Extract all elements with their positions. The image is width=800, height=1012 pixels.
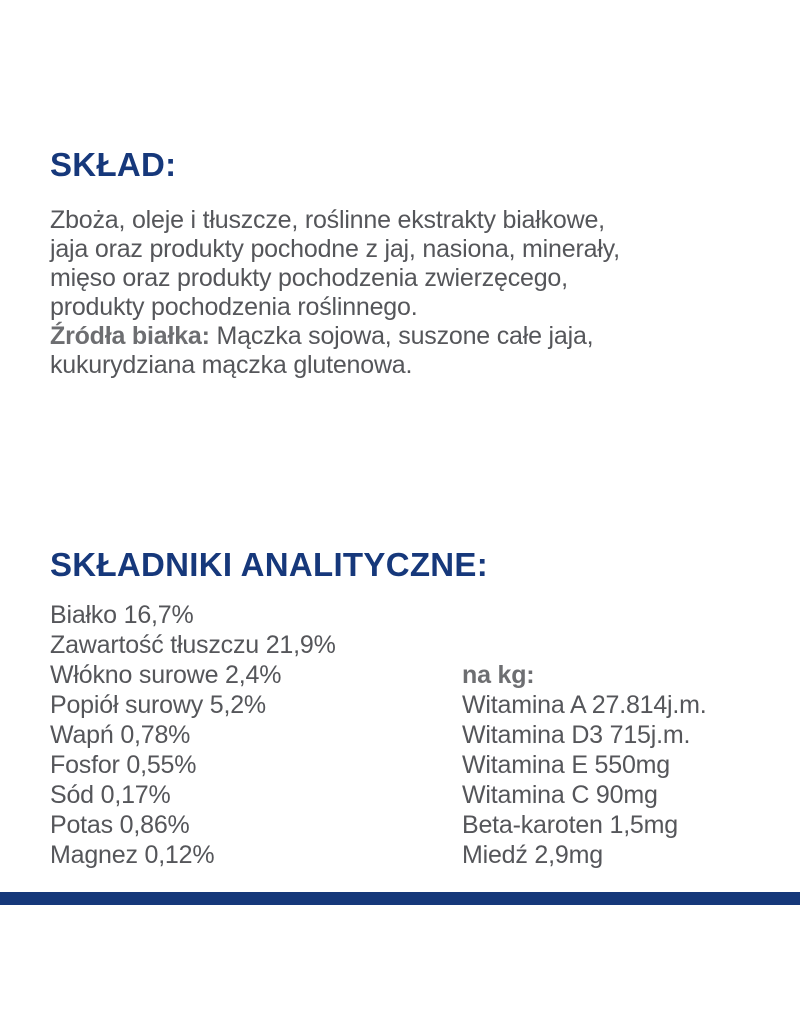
composition-line: Zboża, oleje i tłuszcze, roślinne ekstrakty białkowe,: [50, 206, 605, 234]
composition-line: produkty pochodzenia roślinnego.: [50, 293, 418, 321]
analytical-item: Zawartość tłuszczu 21,9%: [50, 631, 336, 659]
per-kg-label: na kg:: [462, 661, 535, 689]
analytical-item: Potas 0,86%: [50, 811, 190, 839]
analytical-heading: SKŁADNIKI ANALITYCZNE:: [50, 546, 489, 583]
vitamin-item: Witamina D3 715j.m.: [462, 721, 691, 749]
vitamin-item: Witamina E 550mg: [462, 751, 670, 779]
vitamin-item: Beta-karoten 1,5mg: [462, 811, 678, 839]
vitamin-item: Witamina C 90mg: [462, 781, 658, 809]
analytical-item: Włókno surowe 2,4%: [50, 661, 282, 689]
analytical-right-column: [462, 600, 707, 870]
analytical-left-column: [50, 600, 336, 870]
column-offset-spacer: [462, 600, 707, 660]
analytical-item: Białko 16,7%: [50, 601, 194, 629]
protein-sources-line: [50, 322, 620, 351]
analytical-item: Magnez 0,12%: [50, 841, 215, 869]
protein-sources-continuation: kukurydziana mączka glutenowa.: [50, 351, 413, 379]
composition-heading: SKŁAD:: [50, 146, 177, 183]
analytical-item: Popiół surowy 5,2%: [50, 691, 266, 719]
protein-sources-text: Mączka sojowa, suszone całe jaja,: [209, 322, 594, 350]
protein-sources-label: Źródła białka:: [50, 322, 210, 350]
composition-paragraph: [50, 206, 620, 380]
analytical-item: Fosfor 0,55%: [50, 751, 197, 779]
composition-line: mięso oraz produkty pochodzenia zwierzęcego,: [50, 264, 568, 292]
bottom-divider-bar: [0, 892, 800, 905]
analytical-item: Sód 0,17%: [50, 781, 171, 809]
analytical-item: Wapń 0,78%: [50, 721, 191, 749]
vitamin-item: Witamina A 27.814j.m.: [462, 691, 707, 719]
vitamin-item: Miedź 2,9mg: [462, 841, 603, 869]
composition-line: jaja oraz produkty pochodne z jaj, nasiona, minerały,: [50, 235, 620, 263]
